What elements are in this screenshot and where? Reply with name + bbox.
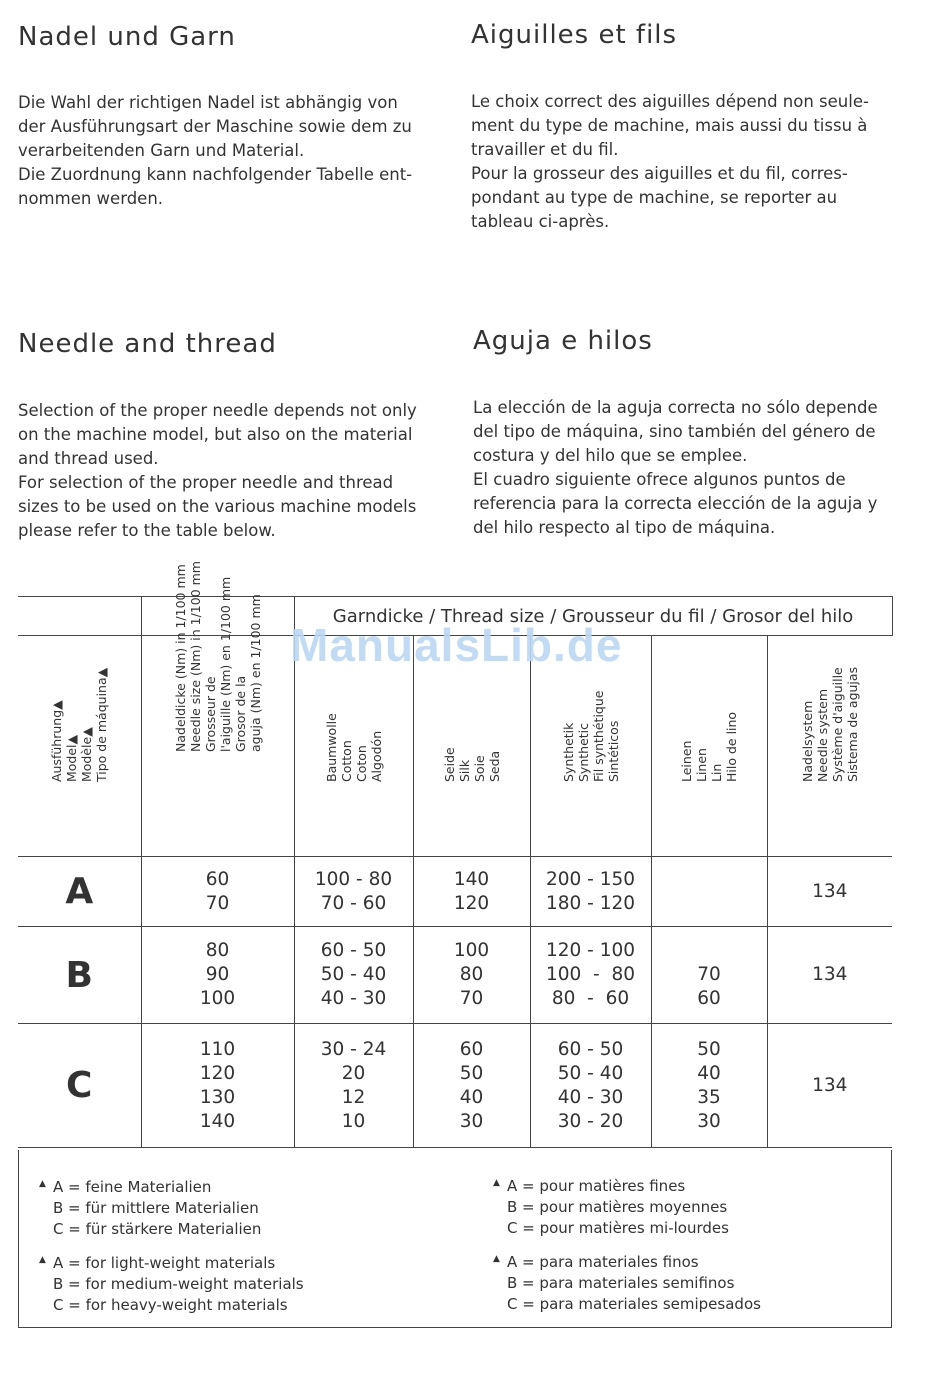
cell-value: 50 - 40 bbox=[320, 964, 387, 985]
linen-cell bbox=[651, 927, 767, 1024]
cell-value: 120 bbox=[199, 1062, 236, 1084]
text-line: Le choix correct des aiguilles dépend non seule- bbox=[471, 92, 869, 111]
section-text-de bbox=[18, 91, 412, 211]
header-line: l'aiguille (Nm) en 1/100 mm bbox=[217, 576, 233, 752]
cell-value: 120 bbox=[453, 892, 490, 914]
needle-size-cell bbox=[141, 857, 294, 927]
cell-value: 40 bbox=[697, 1062, 721, 1084]
text-line: referencia para la correcta elección de la aguja y bbox=[473, 494, 878, 513]
cell-value: 100 bbox=[199, 988, 236, 1009]
cell-value: 40 - 30 bbox=[320, 988, 387, 1009]
table-row bbox=[18, 857, 892, 927]
text-line: del hilo respecto al tipo de máquina. bbox=[473, 518, 776, 537]
cell-value: 30 - 24 bbox=[320, 1038, 387, 1060]
footnote-en bbox=[39, 1253, 304, 1316]
cell-value: 130 bbox=[199, 1086, 236, 1108]
section-text-es bbox=[473, 396, 878, 540]
header-line: Nadelsystem bbox=[799, 700, 815, 782]
cell-value: 40 - 30 bbox=[557, 1086, 624, 1108]
section-title-fr: Aiguilles et fils bbox=[471, 20, 678, 50]
header-line: Seide bbox=[441, 747, 457, 782]
needle-system-cell: 134 bbox=[767, 927, 892, 1024]
footnote-line: B = pour matières moyennes bbox=[507, 1198, 728, 1216]
col-header-model bbox=[18, 636, 141, 857]
cell-value: 40 bbox=[459, 1086, 484, 1108]
header-line: Lin bbox=[709, 763, 724, 782]
silk-cell bbox=[413, 927, 530, 1024]
header-spacer bbox=[18, 597, 141, 636]
text-line: Selection of the proper needle depends not only bbox=[18, 401, 417, 420]
needle-thread-table bbox=[18, 561, 893, 1148]
header-line: Tipo de máquina▲ bbox=[94, 667, 110, 782]
needle-system-cell: 134 bbox=[767, 857, 892, 927]
header-line: Synthetik bbox=[560, 722, 576, 782]
text-line: For selection of the proper needle and thread bbox=[18, 473, 394, 492]
text-line: Die Zuordnung kann nachfolgender Tabelle ent- bbox=[18, 165, 413, 184]
needle-size-cell bbox=[141, 927, 294, 1024]
footnote-es bbox=[493, 1252, 761, 1315]
table-row bbox=[18, 1024, 892, 1148]
footnote-line: C = for heavy-weight materials bbox=[53, 1296, 288, 1314]
needle-size-cell bbox=[141, 1024, 294, 1148]
cell-value: 60 - 50 bbox=[557, 1038, 624, 1060]
linen-cell bbox=[651, 1024, 767, 1148]
header-line: Silk bbox=[456, 759, 472, 782]
footnote-de bbox=[39, 1177, 261, 1240]
cotton-cell bbox=[294, 857, 413, 927]
text-line: travailler et du fil. bbox=[471, 140, 619, 159]
text-line: nommen werden. bbox=[18, 189, 164, 208]
watermark: ManualsLib.de bbox=[290, 619, 623, 671]
text-line: verarbeitenden Garn und Material. bbox=[18, 141, 305, 160]
header-line: Ausführung▲ bbox=[49, 700, 65, 782]
header-line: Needle system bbox=[814, 689, 830, 782]
cell-value: 100 - 80 bbox=[545, 964, 636, 985]
footnote-line: C = para materiales semipesados bbox=[507, 1295, 761, 1313]
section-title-en: Needle and thread bbox=[18, 329, 277, 359]
header-line: Model▲ bbox=[64, 734, 80, 782]
footnote-line: ▲ A = for light-weight materials bbox=[39, 1253, 304, 1274]
synthetic-cell bbox=[530, 857, 651, 927]
footnote-line: B = für mittlere Materialien bbox=[53, 1199, 259, 1217]
col-header-needle-system bbox=[767, 636, 892, 857]
cell-value: 12 bbox=[341, 1086, 366, 1108]
cell-value: 70 bbox=[205, 892, 230, 914]
text-line: El cuadro siguiente ofrece algunos puntos de bbox=[473, 470, 846, 489]
cotton-cell bbox=[294, 1024, 413, 1148]
cell-value: 110 bbox=[199, 1038, 236, 1060]
footnote-line: ▲ A = feine Materialien bbox=[39, 1177, 261, 1198]
synthetic-cell bbox=[530, 927, 651, 1024]
cell-value: 200 - 150 bbox=[545, 868, 636, 890]
header-line: Needle size (Nm) in 1/100 mm bbox=[187, 561, 203, 752]
cell-value: 80 bbox=[459, 964, 484, 985]
cell-value: 50 - 40 bbox=[557, 1062, 624, 1084]
synthetic-cell bbox=[530, 1024, 651, 1148]
text-line: ment du type de machine, mais aussi du tissu à bbox=[471, 116, 868, 135]
model-cell: A bbox=[18, 857, 141, 927]
header-line: Grosor de la bbox=[232, 675, 248, 752]
section-title-es: Aguja e hilos bbox=[473, 326, 653, 356]
cell-value: 100 - 80 bbox=[314, 868, 393, 890]
model-cell: C bbox=[18, 1024, 141, 1148]
text-line: costura y del hilo que se emplee. bbox=[473, 446, 748, 465]
col-header-needle-size bbox=[141, 561, 294, 857]
cell-value: 90 bbox=[205, 964, 230, 985]
footnote-line: C = für stärkere Materialien bbox=[53, 1220, 262, 1238]
cell-value: 50 bbox=[459, 1062, 484, 1084]
header-line: aguja (Nm) en 1/100 mm bbox=[247, 594, 263, 752]
section-text-en bbox=[18, 399, 417, 543]
silk-cell bbox=[413, 857, 530, 927]
footnote-line: ▲ A = pour matières fines bbox=[493, 1176, 729, 1197]
footnote-line: B = for medium-weight materials bbox=[53, 1275, 304, 1293]
footnote-fr bbox=[493, 1176, 729, 1239]
cell-value: 140 bbox=[453, 868, 490, 890]
section-text-fr bbox=[471, 90, 869, 234]
header-line: Nadeldicke (Nm) in 1/100 mm bbox=[172, 564, 188, 752]
header-line: Sistema de agujas bbox=[844, 666, 860, 782]
thread-size-header: Garndicke / Thread size / Grousseur du fil / Grosor del hilo bbox=[294, 597, 892, 636]
header-line: Fil synthétique bbox=[590, 690, 606, 782]
needle-system-cell: 134 bbox=[767, 1024, 892, 1148]
cell-value: 60 bbox=[459, 1038, 484, 1060]
text-line: on the machine model, but also on the material bbox=[18, 425, 413, 444]
text-line: La elección de la aguja correcta no sólo depende bbox=[473, 398, 878, 417]
cell-value: 60 - 50 bbox=[320, 940, 387, 961]
footnote-line: ▲ A = para materiales finos bbox=[493, 1252, 761, 1273]
cell-value: 70 - 60 bbox=[320, 892, 387, 914]
cell-value: 30 bbox=[697, 1110, 721, 1132]
header-line: Système d'aiguille bbox=[829, 667, 845, 782]
col-header-linen bbox=[651, 636, 767, 857]
header-line: Linen bbox=[694, 748, 709, 782]
silk-cell bbox=[413, 1024, 530, 1148]
header-line: Hilo de lino bbox=[724, 711, 739, 782]
cell-value: 70 bbox=[459, 988, 484, 1009]
text-line: please refer to the table below. bbox=[18, 521, 276, 540]
cell-value: 30 - 20 bbox=[557, 1110, 624, 1132]
cell-value: 60 bbox=[205, 868, 230, 890]
cell-value: 50 bbox=[697, 1038, 721, 1060]
text-line: tableau ci-après. bbox=[471, 212, 610, 231]
cell-value: 180 - 120 bbox=[545, 892, 636, 914]
cell-value: 80 bbox=[205, 940, 230, 961]
text-line: pondant au type de machine, se reporter au bbox=[471, 188, 838, 207]
section-title-de: Nadel und Garn bbox=[18, 22, 236, 52]
header-line: Modèle▲ bbox=[79, 727, 95, 782]
text-line: Die Wahl der richtigen Nadel ist abhängig von bbox=[18, 93, 398, 112]
header-line: Grosseur de bbox=[202, 676, 218, 752]
footnote-line: C = pour matières mi-lourdes bbox=[507, 1219, 729, 1237]
header-line: Soie bbox=[471, 755, 487, 782]
header-line: Synthetic bbox=[575, 722, 591, 782]
text-line: sizes to be used on the various machine models bbox=[18, 497, 417, 516]
header-line: Sintéticos bbox=[605, 720, 621, 782]
cell-value: 35 bbox=[697, 1086, 721, 1108]
model-cell: B bbox=[18, 927, 141, 1024]
cell-value: 20 bbox=[341, 1062, 366, 1084]
header-line: Leinen bbox=[679, 740, 694, 782]
cotton-cell bbox=[294, 927, 413, 1024]
header-line: Coton bbox=[353, 745, 369, 782]
header-line: Seda bbox=[486, 750, 502, 782]
cell-value: 80 - 60 bbox=[551, 988, 630, 1009]
text-line: del tipo de máquina, sino también del género de bbox=[473, 422, 876, 441]
header-line: Algodón bbox=[368, 730, 384, 782]
cell-value: 10 bbox=[341, 1110, 366, 1132]
linen-cell bbox=[651, 857, 767, 927]
footnotes-box bbox=[18, 1150, 892, 1328]
text-line: der Ausführungsart der Maschine sowie dem zu bbox=[18, 117, 412, 136]
cell-value: 100 bbox=[453, 940, 490, 961]
cell-value: 120 - 100 bbox=[545, 940, 636, 961]
cell-value: 30 bbox=[459, 1110, 484, 1132]
table-row bbox=[18, 927, 892, 1024]
cell-value: 60 bbox=[697, 988, 721, 1009]
text-line: and thread used. bbox=[18, 449, 159, 468]
header-line: Cotton bbox=[338, 740, 354, 782]
footnote-line: B = para materiales semifinos bbox=[507, 1274, 735, 1292]
cell-value: 140 bbox=[199, 1110, 236, 1132]
text-line: Pour la grosseur des aiguilles et du fil, corres- bbox=[471, 164, 848, 183]
header-line: Baumwolle bbox=[323, 713, 339, 782]
cell-value: 70 bbox=[697, 964, 721, 985]
